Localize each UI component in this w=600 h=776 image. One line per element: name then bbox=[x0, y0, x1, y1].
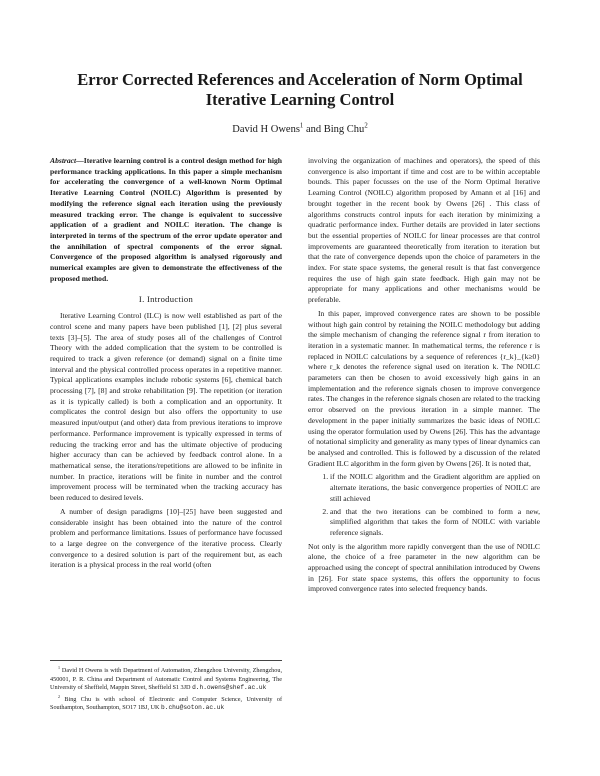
footnote-2-email: b.chu@soton.ac.uk bbox=[161, 704, 225, 712]
numbered-list bbox=[308, 472, 540, 538]
intro-paragraph-1: Iterative Learning Control (ILC) is now well established as part of the control scene and many papers have been published [1], [2] plus several texts [3]–[5]. The area of study poses all of the challenges of Control Theory with the added complication that the system to be controlled is required to track a given reference (or demand) signal on a finite time interval and the physical controlled process operates in a repetitive manner. Typical applications examples include robotic systems [6], chemical batch processing [7], [8] and stroke rehabilitation [9]. The repetition (or iteration as it is typically called) is both a complication and an opportunity. It complicates the control design but also offers the opportunity to use measured input/output (and other) data from previous iterations to improve performance. Performance improvement is typically expressed in terms of reducing the tracking error and has the ultimate objective of producing higher accuracy than can be achieved by feedback control alone. In a mathematical sense, the iterations/repetitions are allowed to be infinite in number. In practice, iterations will be finite in number and the control improvement process will be terminated when the tracking accuracy has been reduced to desired levels. bbox=[50, 311, 282, 503]
author-conjunction: and bbox=[305, 124, 322, 135]
footnote-1-mark: 1 bbox=[58, 664, 61, 670]
right-paragraph-2: In this paper, improved convergence rates are shown to be possible without high gain control by retaining the NOILC methodology but adding the simple mechanism of changing the reference signal r from iteration to iteration in a systematic manner. In mathematical terms, the reference r is replaced in NOILC calculations by a sequence of references {r_k}_{k≥0} where r_k denotes the reference signal used on iteration k. The NOILC parameters can then be chosen to avoid excessively high gains in an implementation and the reference signals chosen to improve convergence rates. The changes in the reference signals chosen are related to the tracking error observed on the previous iteration in a simple manner. The development in the paper initially summarizes the basic ideas of NOILC using the operator formulation used by Owens [26]. This has the advantage of notational simplicity and generality as many types of linear dynamics can be analysed and controlled. This is followed by a discussion of the related Gradient ILC algorithm in the form given by Owens [26]. It is noted that, bbox=[308, 308, 540, 468]
author-line bbox=[60, 124, 540, 135]
left-column bbox=[50, 156, 282, 574]
right-paragraph-1: involving the organization of machines and operators), the speed of this convergence is also important if time and cost are to be within acceptable bounds. This paper focusses on the use of the Norm Optimal Iterative Learning Control (NOILC) algorithm proposed by Amann et al [16] and brought together in the recent book by Owens [26] . This class of algorithms constructs control inputs for each iteration by minimizing a quadratic performance index. Further details are provided in later sections but the essential properties of NOILC for linear processes are that control improvements are guaranteed theoretically from iteration to iteration but that the rate of convergence depends upon the choice of parameters in the index. For state space systems, the general result is that fast convergence requires the use of high gain state feedback. High gain may not be appropriate for many applications and other mechanisms would be preferable. bbox=[308, 156, 540, 305]
footnote-2-mark: 2 bbox=[58, 693, 61, 699]
intro-paragraph-2: A number of design paradigms [10]–[25] have been suggested and considerable insight has been obtained into the nature of the control problem and performance limitations. Issues of performance have focussed to a large degree on the convergence of the iterative process. Clearly convergence to a desired solution is part of the requirement but, as each iteration is a physical process in the real world (often bbox=[50, 506, 282, 570]
list-item: 2. and that the two iterations can be combined to form a new, simplified algorithm that takes the form of NOILC with variable reference signals. bbox=[330, 507, 540, 539]
abstract-dash: — bbox=[76, 156, 84, 165]
author-2: Bing Chu bbox=[323, 124, 365, 135]
author-2-mark: 2 bbox=[364, 122, 368, 130]
section-heading-introduction: I. Introduction bbox=[138, 294, 194, 305]
abstract-text: Iterative learning control is a control design method for high performance tracking applications. In this paper a simple mechanism for accelerating the convergence of a well-known Norm Optimal Iterative Learning Control (NOILC) Algorithm is presented by modifying the reference signal each iteration using the previously measured tracking error. The change is equivalent to successive application of a gradient and NOILC iteration. The change is interpreted in terms of the spectrum of the error update operator and the annihilation of spectral components of the error signal. Convergence of the proposed algorithm is analysed rigorously and numerical examples are given to demonstrate the effectiveness of the proposed method. bbox=[50, 156, 282, 283]
footnote-2-text: Bing Chu is with school of Electronic and Computer Science, University of Southampton, Southampton, SO17 1BJ, UK bbox=[50, 695, 283, 712]
footnote-1 bbox=[50, 664, 283, 693]
footnote-1-email: d.h.owens@shef.ac.uk bbox=[192, 684, 267, 692]
author-1: David H Owens bbox=[232, 124, 300, 135]
list-item: 1. if the NOILC algorithm and the Gradient algorithm are applied on alternate iterations, the basic convergence properties of NOILC are still achieved bbox=[330, 472, 540, 504]
paper-title: Error Corrected References and Acceleration of Norm Optimal Iterative Learning Control bbox=[77, 70, 523, 109]
footnotes bbox=[50, 660, 282, 716]
right-column bbox=[308, 156, 540, 598]
footnote-2 bbox=[50, 693, 283, 713]
footnote-1-text: David H Owens is with Department of Automation, Zhengzhou University, Zhengzhou, 450001, P. R. China and Department of Automatic Control and Systems Engineering, The University of Sheffield, Mappin Street, Sheffield S1 3JD bbox=[50, 667, 283, 692]
abstract bbox=[50, 156, 282, 284]
author-1-mark: 1 bbox=[299, 122, 304, 130]
right-paragraph-3: Not only is the algorithm more rapidly convergent than the use of NOILC alone, the choice of a free parameter in the new algorithm can be approached using the concept of spectral annihilation introduced by Owens in [26]. For state space systems, this offers the opportunity to focus improved convergence rates into selected frequency bands. bbox=[308, 541, 540, 594]
abstract-label: Abstract bbox=[50, 156, 77, 165]
